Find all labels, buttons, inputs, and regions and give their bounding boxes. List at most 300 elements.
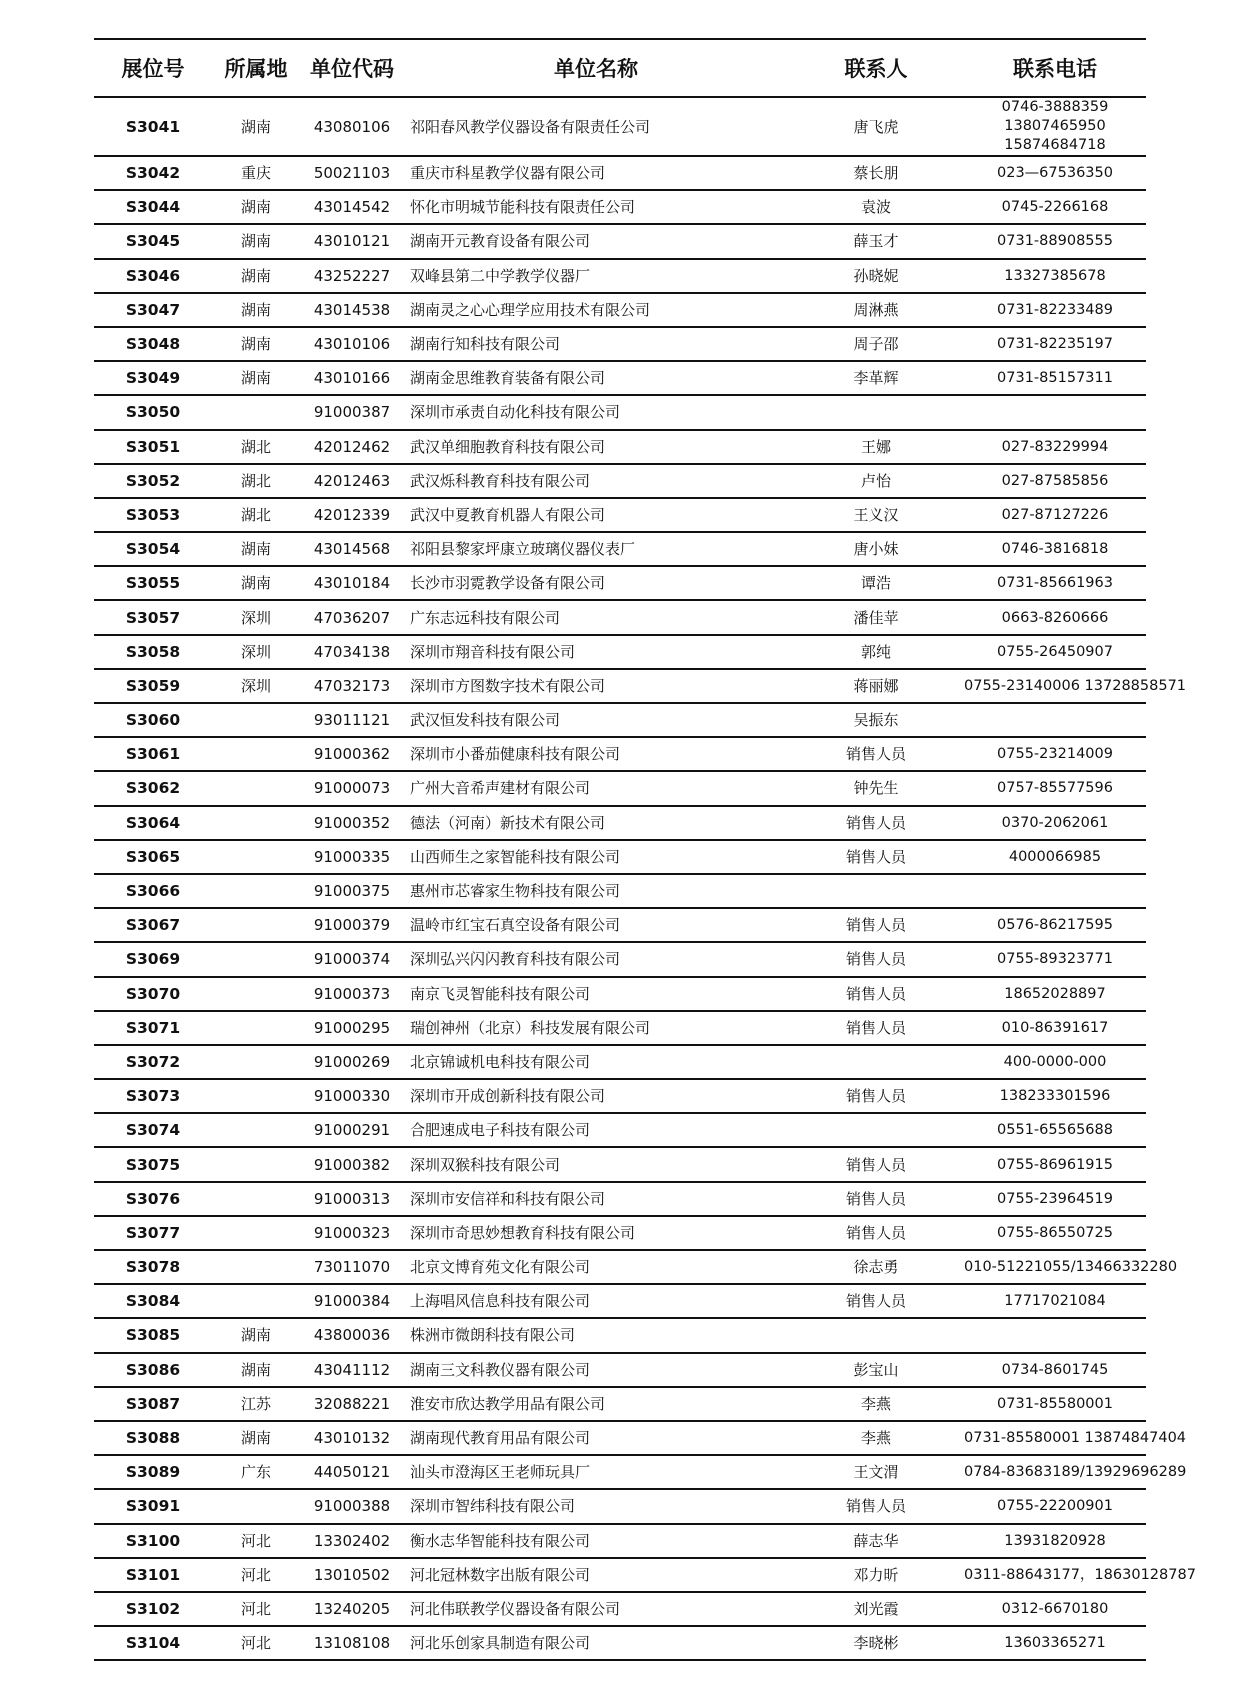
cell-contact-phone: 0311-88643177，18630128787 (964, 1558, 1146, 1592)
cell-unit-name: 祁阳县黎家坪康立玻璃仪器仪表厂 (404, 532, 788, 566)
cell-booth-number: S3046 (94, 259, 212, 293)
table-row (94, 703, 1146, 737)
table-row (94, 635, 1146, 669)
cell-booth-number: S3073 (94, 1079, 212, 1113)
cell-booth-number: S3085 (94, 1318, 212, 1352)
cell-unit-name: 重庆市科星教学仪器有限公司 (404, 156, 788, 190)
table-row (94, 1558, 1146, 1592)
cell-contact-phone: 027-83229994 (964, 430, 1146, 464)
cell-unit-name: 武汉中夏教育机器人有限公司 (404, 498, 788, 532)
cell-unit-name: 株洲市微朗科技有限公司 (404, 1318, 788, 1352)
cell-region: 湖南 (212, 532, 300, 566)
cell-contact-phone: 0731-85580001 13874847404 (964, 1421, 1146, 1455)
cell-contact-phone: 010-51221055/13466332280 (964, 1250, 1146, 1284)
cell-contact-person: 李革辉 (788, 361, 964, 395)
cell-unit-name: 深圳市小番茄健康科技有限公司 (404, 737, 788, 771)
cell-unit-name: 深圳市安信祥和科技有限公司 (404, 1182, 788, 1216)
cell-booth-number: S3087 (94, 1387, 212, 1421)
table-row (94, 190, 1146, 224)
table-row (94, 1011, 1146, 1045)
table-row (94, 1113, 1146, 1147)
cell-region: 湖北 (212, 498, 300, 532)
cell-unit-code: 91000374 (300, 942, 404, 976)
cell-unit-name: 湖南灵之心心理学应用技术有限公司 (404, 293, 788, 327)
cell-booth-number: S3066 (94, 874, 212, 908)
table-row (94, 840, 1146, 874)
cell-region (212, 1216, 300, 1250)
cell-region: 湖南 (212, 1421, 300, 1455)
table-row (94, 1284, 1146, 1318)
cell-contact-phone: 023—67536350 (964, 156, 1146, 190)
cell-booth-number: S3078 (94, 1250, 212, 1284)
cell-booth-number: S3047 (94, 293, 212, 327)
cell-contact-person (788, 395, 964, 429)
cell-booth-number: S3042 (94, 156, 212, 190)
cell-unit-name: 武汉烁科教育科技有限公司 (404, 464, 788, 498)
cell-booth-number: S3055 (94, 566, 212, 600)
cell-unit-name: 怀化市明城节能科技有限责任公司 (404, 190, 788, 224)
table-row (94, 771, 1146, 805)
cell-booth-number: S3061 (94, 737, 212, 771)
cell-contact-person: 谭浩 (788, 566, 964, 600)
cell-unit-name: 合肥速成电子科技有限公司 (404, 1113, 788, 1147)
cell-unit-code: 73011070 (300, 1250, 404, 1284)
table-row (94, 1147, 1146, 1181)
table-row (94, 224, 1146, 258)
cell-booth-number: S3052 (94, 464, 212, 498)
cell-contact-phone: 0731-88908555 (964, 224, 1146, 258)
cell-unit-name: 深圳市翔音科技有限公司 (404, 635, 788, 669)
cell-contact-phone: 13603365271 (964, 1626, 1146, 1660)
cell-contact-person: 钟先生 (788, 771, 964, 805)
cell-contact-person: 蔡长朋 (788, 156, 964, 190)
cell-region (212, 908, 300, 942)
cell-contact-person: 李晓彬 (788, 1626, 964, 1660)
cell-unit-name: 湖南金思维教育装备有限公司 (404, 361, 788, 395)
header-booth-number: 展位号 (94, 39, 212, 97)
header-region: 所属地 (212, 39, 300, 97)
cell-booth-number: S3048 (94, 327, 212, 361)
cell-unit-name: 上海唱风信息科技有限公司 (404, 1284, 788, 1318)
cell-booth-number: S3053 (94, 498, 212, 532)
cell-unit-code: 91000384 (300, 1284, 404, 1318)
cell-contact-person: 销售人员 (788, 1011, 964, 1045)
cell-contact-person: 王娜 (788, 430, 964, 464)
cell-unit-name: 衡水志华智能科技有限公司 (404, 1524, 788, 1558)
cell-booth-number: S3060 (94, 703, 212, 737)
cell-contact-person: 王文渭 (788, 1455, 964, 1489)
cell-unit-name: 南京飞灵智能科技有限公司 (404, 977, 788, 1011)
cell-contact-person: 销售人员 (788, 1147, 964, 1181)
cell-unit-name: 深圳市奇思妙想教育科技有限公司 (404, 1216, 788, 1250)
cell-booth-number: S3070 (94, 977, 212, 1011)
cell-contact-phone: 0731-85661963 (964, 566, 1146, 600)
table-row (94, 327, 1146, 361)
cell-unit-name: 惠州市芯睿家生物科技有限公司 (404, 874, 788, 908)
cell-contact-person (788, 874, 964, 908)
cell-unit-code: 91000382 (300, 1147, 404, 1181)
cell-unit-code: 43014538 (300, 293, 404, 327)
cell-booth-number: S3091 (94, 1489, 212, 1523)
cell-region (212, 703, 300, 737)
cell-contact-person (788, 1045, 964, 1079)
cell-booth-number: S3071 (94, 1011, 212, 1045)
cell-contact-person: 刘光霞 (788, 1592, 964, 1626)
cell-unit-name: 北京锦诚机电科技有限公司 (404, 1045, 788, 1079)
cell-contact-phone: 0784-83683189/13929696289 (964, 1455, 1146, 1489)
cell-booth-number: S3067 (94, 908, 212, 942)
cell-contact-phone: 0745-2266168 (964, 190, 1146, 224)
cell-region: 重庆 (212, 156, 300, 190)
cell-region (212, 1182, 300, 1216)
cell-contact-phone: 0755-86961915 (964, 1147, 1146, 1181)
table-row (94, 977, 1146, 1011)
cell-region: 湖南 (212, 1318, 300, 1352)
cell-contact-phone: 0731-85580001 (964, 1387, 1146, 1421)
cell-unit-name: 广东志远科技有限公司 (404, 600, 788, 634)
cell-region (212, 806, 300, 840)
cell-region: 广东 (212, 1455, 300, 1489)
cell-unit-name: 长沙市羽霓教学设备有限公司 (404, 566, 788, 600)
cell-unit-name: 北京文博育苑文化有限公司 (404, 1250, 788, 1284)
cell-contact-person: 卢怡 (788, 464, 964, 498)
cell-unit-code: 91000313 (300, 1182, 404, 1216)
cell-unit-code: 43014542 (300, 190, 404, 224)
cell-booth-number: S3059 (94, 669, 212, 703)
cell-unit-name: 湖南现代教育用品有限公司 (404, 1421, 788, 1455)
exhibitor-table (94, 38, 1196, 1661)
cell-contact-phone: 400-0000-000 (964, 1045, 1146, 1079)
cell-contact-phone: 138233301596 (964, 1079, 1146, 1113)
cell-region (212, 1489, 300, 1523)
cell-contact-person: 销售人员 (788, 1284, 964, 1318)
cell-unit-code: 91000388 (300, 1489, 404, 1523)
cell-region: 湖南 (212, 190, 300, 224)
cell-booth-number: S3064 (94, 806, 212, 840)
cell-unit-name: 河北伟联教学仪器设备有限公司 (404, 1592, 788, 1626)
cell-contact-person: 销售人员 (788, 806, 964, 840)
cell-unit-code: 43080106 (300, 97, 404, 156)
cell-contact-phone (964, 703, 1146, 737)
cell-contact-phone: 0663-8260666 (964, 600, 1146, 634)
cell-region (212, 874, 300, 908)
table-row (94, 395, 1146, 429)
cell-contact-person: 孙晓妮 (788, 259, 964, 293)
cell-contact-person: 薛玉才 (788, 224, 964, 258)
cell-unit-code: 32088221 (300, 1387, 404, 1421)
cell-contact-person: 销售人员 (788, 1216, 964, 1250)
cell-booth-number: S3077 (94, 1216, 212, 1250)
cell-contact-phone: 0576-86217595 (964, 908, 1146, 942)
cell-unit-code: 91000269 (300, 1045, 404, 1079)
cell-region: 湖南 (212, 97, 300, 156)
cell-unit-code: 50021103 (300, 156, 404, 190)
cell-contact-person: 唐飞虎 (788, 97, 964, 156)
cell-contact-phone: 0551-65565688 (964, 1113, 1146, 1147)
cell-unit-code: 47036207 (300, 600, 404, 634)
cell-contact-person: 潘佳苹 (788, 600, 964, 634)
cell-region: 湖南 (212, 1353, 300, 1387)
cell-unit-name: 湖南开元教育设备有限公司 (404, 224, 788, 258)
cell-unit-name: 德法（河南）新技术有限公司 (404, 806, 788, 840)
cell-contact-person (788, 1113, 964, 1147)
cell-booth-number: S3075 (94, 1147, 212, 1181)
header-unit-name: 单位名称 (404, 39, 788, 97)
cell-contact-phone (964, 395, 1146, 429)
cell-unit-name: 湖南三文科教仪器有限公司 (404, 1353, 788, 1387)
cell-region: 湖南 (212, 293, 300, 327)
cell-booth-number: S3074 (94, 1113, 212, 1147)
cell-unit-code: 91000073 (300, 771, 404, 805)
cell-region: 湖北 (212, 464, 300, 498)
cell-contact-phone: 0755-22200901 (964, 1489, 1146, 1523)
table-row (94, 259, 1146, 293)
cell-contact-phone: 0755-89323771 (964, 942, 1146, 976)
table-row (94, 1318, 1146, 1352)
cell-contact-person: 李燕 (788, 1387, 964, 1421)
cell-unit-code: 91000291 (300, 1113, 404, 1147)
cell-contact-phone (964, 1318, 1146, 1352)
cell-contact-phone: 0370-2062061 (964, 806, 1146, 840)
table-row (94, 361, 1146, 395)
cell-region (212, 1284, 300, 1318)
cell-unit-code: 43014568 (300, 532, 404, 566)
table-row (94, 1455, 1146, 1489)
cell-unit-name: 深圳市承责自动化科技有限公司 (404, 395, 788, 429)
table-row (94, 806, 1146, 840)
cell-booth-number: S3041 (94, 97, 212, 156)
cell-contact-person: 销售人员 (788, 908, 964, 942)
cell-contact-phone: 0755-23964519 (964, 1182, 1146, 1216)
cell-unit-code: 91000295 (300, 1011, 404, 1045)
table-row (94, 1353, 1146, 1387)
cell-unit-code: 91000379 (300, 908, 404, 942)
cell-contact-person: 郭纯 (788, 635, 964, 669)
cell-booth-number: S3100 (94, 1524, 212, 1558)
cell-unit-code: 43010166 (300, 361, 404, 395)
table-row (94, 1489, 1146, 1523)
cell-contact-person: 销售人员 (788, 1182, 964, 1216)
cell-region: 湖南 (212, 259, 300, 293)
cell-unit-code: 93011121 (300, 703, 404, 737)
cell-contact-phone: 0755-23214009 (964, 737, 1146, 771)
cell-unit-code: 13108108 (300, 1626, 404, 1660)
cell-contact-phone: 4000066985 (964, 840, 1146, 874)
cell-unit-code: 13240205 (300, 1592, 404, 1626)
cell-contact-person: 周淋燕 (788, 293, 964, 327)
cell-contact-phone: 0734-8601745 (964, 1353, 1146, 1387)
table-row (94, 97, 1146, 156)
cell-contact-person: 销售人员 (788, 840, 964, 874)
header-contact-phone: 联系电话 (964, 39, 1146, 97)
cell-unit-name: 深圳弘兴闪闪教育科技有限公司 (404, 942, 788, 976)
cell-unit-code: 43010132 (300, 1421, 404, 1455)
table-row (94, 669, 1146, 703)
cell-booth-number: S3044 (94, 190, 212, 224)
cell-booth-number: S3086 (94, 1353, 212, 1387)
cell-contact-phone: 027-87127226 (964, 498, 1146, 532)
cell-unit-code: 43252227 (300, 259, 404, 293)
table-row (94, 566, 1146, 600)
cell-booth-number: S3102 (94, 1592, 212, 1626)
cell-contact-phone: 0731-85157311 (964, 361, 1146, 395)
cell-contact-phone: 010-86391617 (964, 1011, 1146, 1045)
cell-contact-person: 销售人员 (788, 977, 964, 1011)
cell-region: 河北 (212, 1592, 300, 1626)
cell-contact-phone: 0755-23140006 13728858571 (964, 669, 1146, 703)
cell-contact-phone: 18652028897 (964, 977, 1146, 1011)
table-row (94, 293, 1146, 327)
cell-contact-person: 薛志华 (788, 1524, 964, 1558)
cell-booth-number: S3076 (94, 1182, 212, 1216)
table-row (94, 1250, 1146, 1284)
cell-region (212, 977, 300, 1011)
cell-unit-code: 43010184 (300, 566, 404, 600)
cell-unit-name: 广州大音希声建材有限公司 (404, 771, 788, 805)
table-row (94, 1592, 1146, 1626)
cell-contact-phone: 17717021084 (964, 1284, 1146, 1318)
table-row (94, 1216, 1146, 1250)
exhibitor-table-sheet (94, 38, 1196, 1661)
cell-unit-code: 13302402 (300, 1524, 404, 1558)
cell-contact-person: 王义汉 (788, 498, 964, 532)
cell-region (212, 771, 300, 805)
cell-region (212, 1045, 300, 1079)
cell-contact-person: 周子邵 (788, 327, 964, 361)
cell-contact-phone: 0746-3888359 13807465950 15874684718 (964, 97, 1146, 156)
cell-contact-person: 袁波 (788, 190, 964, 224)
cell-unit-code: 44050121 (300, 1455, 404, 1489)
cell-contact-person: 邓力昕 (788, 1558, 964, 1592)
cell-unit-code: 42012339 (300, 498, 404, 532)
cell-region: 湖南 (212, 224, 300, 258)
cell-region (212, 1113, 300, 1147)
cell-unit-name: 武汉单细胞教育科技有限公司 (404, 430, 788, 464)
cell-booth-number: S3058 (94, 635, 212, 669)
cell-region: 湖南 (212, 566, 300, 600)
table-row (94, 1421, 1146, 1455)
cell-contact-person: 销售人员 (788, 1079, 964, 1113)
cell-booth-number: S3072 (94, 1045, 212, 1079)
table-header-row (94, 39, 1146, 97)
cell-contact-phone: 13327385678 (964, 259, 1146, 293)
cell-unit-code: 43041112 (300, 1353, 404, 1387)
cell-contact-phone: 13931820928 (964, 1524, 1146, 1558)
cell-unit-code: 43800036 (300, 1318, 404, 1352)
cell-booth-number: S3045 (94, 224, 212, 258)
table-row (94, 464, 1146, 498)
cell-region (212, 395, 300, 429)
cell-region: 湖南 (212, 361, 300, 395)
cell-region (212, 1147, 300, 1181)
cell-region (212, 1250, 300, 1284)
cell-unit-code: 91000330 (300, 1079, 404, 1113)
cell-region: 深圳 (212, 600, 300, 634)
cell-region (212, 942, 300, 976)
cell-booth-number: S3101 (94, 1558, 212, 1592)
cell-region (212, 737, 300, 771)
cell-contact-person: 蒋丽娜 (788, 669, 964, 703)
cell-unit-code: 91000373 (300, 977, 404, 1011)
cell-contact-person: 唐小妹 (788, 532, 964, 566)
cell-region: 湖北 (212, 430, 300, 464)
header-unit-code: 单位代码 (300, 39, 404, 97)
cell-unit-code: 91000352 (300, 806, 404, 840)
table-row (94, 874, 1146, 908)
cell-contact-person: 彭宝山 (788, 1353, 964, 1387)
cell-unit-code: 43010121 (300, 224, 404, 258)
cell-contact-phone: 027-87585856 (964, 464, 1146, 498)
table-row (94, 1387, 1146, 1421)
table-row (94, 1079, 1146, 1113)
cell-booth-number: S3104 (94, 1626, 212, 1660)
table-row (94, 498, 1146, 532)
cell-booth-number: S3050 (94, 395, 212, 429)
cell-unit-code: 42012462 (300, 430, 404, 464)
table-row (94, 1045, 1146, 1079)
cell-region (212, 1011, 300, 1045)
cell-unit-code: 47034138 (300, 635, 404, 669)
cell-region (212, 840, 300, 874)
cell-unit-name: 双峰县第二中学教学仪器厂 (404, 259, 788, 293)
cell-contact-phone: 0757-85577596 (964, 771, 1146, 805)
cell-unit-name: 祁阳春风教学仪器设备有限责任公司 (404, 97, 788, 156)
table-row (94, 1182, 1146, 1216)
cell-region: 深圳 (212, 669, 300, 703)
cell-unit-code: 91000387 (300, 395, 404, 429)
cell-unit-code: 91000362 (300, 737, 404, 771)
cell-booth-number: S3057 (94, 600, 212, 634)
cell-booth-number: S3084 (94, 1284, 212, 1318)
cell-unit-name: 淮安市欣达教学用品有限公司 (404, 1387, 788, 1421)
cell-unit-name: 山西师生之家智能科技有限公司 (404, 840, 788, 874)
cell-unit-code: 91000323 (300, 1216, 404, 1250)
table-row (94, 737, 1146, 771)
cell-contact-phone: 0731-82233489 (964, 293, 1146, 327)
table-row (94, 1626, 1146, 1660)
header-contact-person: 联系人 (788, 39, 964, 97)
table-row (94, 908, 1146, 942)
cell-unit-name: 瑞创神州（北京）科技发展有限公司 (404, 1011, 788, 1045)
cell-contact-person: 吴振东 (788, 703, 964, 737)
cell-booth-number: S3062 (94, 771, 212, 805)
cell-region: 湖南 (212, 327, 300, 361)
cell-booth-number: S3054 (94, 532, 212, 566)
cell-contact-phone: 0312-6670180 (964, 1592, 1146, 1626)
cell-unit-name: 深圳双猴科技有限公司 (404, 1147, 788, 1181)
table-row (94, 600, 1146, 634)
cell-contact-person (788, 1318, 964, 1352)
cell-unit-code: 47032173 (300, 669, 404, 703)
table-row (94, 942, 1146, 976)
cell-contact-person: 李燕 (788, 1421, 964, 1455)
cell-contact-phone: 0746-3816818 (964, 532, 1146, 566)
table-row (94, 1524, 1146, 1558)
cell-booth-number: S3051 (94, 430, 212, 464)
cell-contact-person: 徐志勇 (788, 1250, 964, 1284)
cell-contact-phone (964, 874, 1146, 908)
cell-unit-code: 91000375 (300, 874, 404, 908)
cell-unit-code: 43010106 (300, 327, 404, 361)
cell-region: 河北 (212, 1626, 300, 1660)
cell-unit-code: 13010502 (300, 1558, 404, 1592)
cell-region: 河北 (212, 1524, 300, 1558)
cell-region: 深圳 (212, 635, 300, 669)
cell-region (212, 1079, 300, 1113)
cell-booth-number: S3049 (94, 361, 212, 395)
cell-unit-code: 91000335 (300, 840, 404, 874)
cell-unit-name: 深圳市方图数字技术有限公司 (404, 669, 788, 703)
